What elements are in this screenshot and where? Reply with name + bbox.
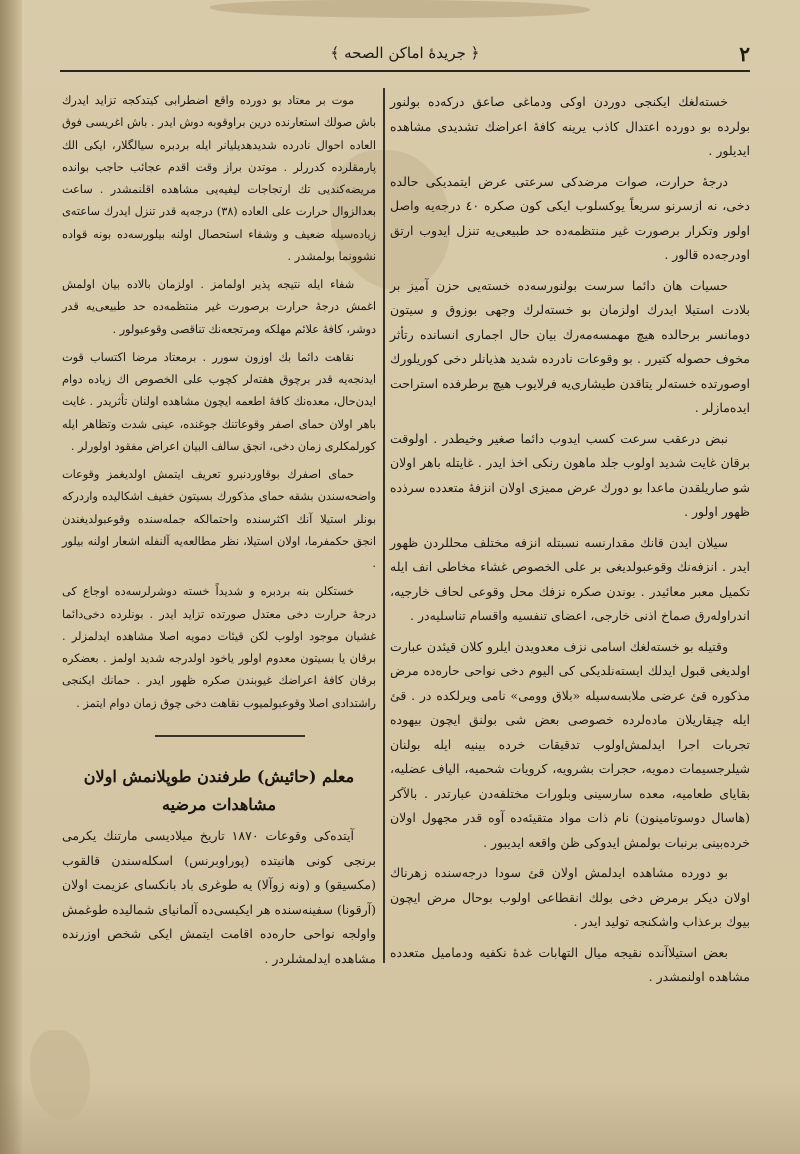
left-column (62, 90, 376, 721)
right-paragraph: درجهٔ حرارت، صوات مرضدكی سرعتی عرض ایتمدیكی حالده دخی، نه ازسرنو سریعاً یوكسلوب ایكی كون صكره ٤٠ درجه‌یه واصل اولور وتكرار برصورت غیر منتظمه‌ده حد طبیعی‌یه تنزل ایدوب ارتق اودرجه‌ده قالور . (390, 173, 750, 262)
right-paragraph: نبض درعقب سرعت كسب ایدوب دائما صغیر وخیطدر . اولوقت برقان غایت شدید اولوب جلد ماهون رنكی اخذ ایدر . غایتله باهر اولان شو صاریلقدن ماعدا بو دورك عرض ممیزی اولان انزفهٔ متعدده سرذده ظهور اولور . (390, 430, 750, 519)
left-paragraph: موت بر معتاد بو دورده واقع اضطرابی كیتدكجه تزاید ایدرك باش صولك استعارنده درین براوقوبه دوش ایدر . باش اغریسی فوق العاده احوال نادرده شدیدهدیلیانر ایله بردبره سیالگلار، ایكی الك پارمقلرده كدررلر . موتدن براز وقت اقدم عجائب حاجب بوانده مریضه‌كندیی تك ارتجاجات لیفیه‌یی مشاهده اقلنمشدر . ساعت بعدالزوال حرارت علی العاده (٣٨) درجه‌یه قدر تنزل ایدرك ساعته‌ی زیاده‌سیله ضعیف و وشفاء استحصال اولنه بیلورسه‌ده بونه قواده نشوونما بولمشدر . (62, 94, 376, 263)
section-paragraph: آیتده‌كی وقوعات ١٨٧٠ تاریخ میلادیسی مارتنك یكرمی برنجی كونی هانیتده (پوراوبرنس) اسكله‌سندن قالقوب (مكسیقو) و (ونه زوآلا) یه طوغری باد بانكسای عزیمت اولان (آرقونا) سفینه‌سنده هر ایكیسی‌ده آلمانیای شمالیده طوغمش واولجه نواحی حاره‌ده اقامت ایتمش ایكی شخص اوزرنده مشاهده ایدلمشلردر . (62, 828, 376, 966)
left-paragraph: خستكلن بنه بردبره و شدیداً خسته دوشرلرسه‌ده اوجاع كی درجهٔ حرارت دخی معتدل صورتده تزاید ایدر . بونلرده دخی‌دائما غشیان موجود اولوب لكن قیئات دمویه اصلا مشاهده ایدلمزلر . برقان یا بسیتون معدوم اولور یاخود اولدرجه شدید اولمز . بعضكره برقان كافهٔ اعراضك غیوبندن صكره ظهور ایدر . حمانك ایكنجی راشتدادی اصلا وقوعبولمیوب نقاهت دخی چوق زمان دوام ایتمز . (62, 585, 376, 710)
paper-tear-top (210, 0, 590, 18)
right-paragraph: خسته‌لغك ایكنجی دوردن اوكی ودماغی صاعق دركه‌ده بولنور بولرده بو دورده اعتدال كاذب یرینه كافهٔ اعراضك تشدیدی مشاهده ایدیلور . (390, 94, 750, 158)
section-separator (155, 735, 305, 737)
page-header (60, 42, 750, 72)
right-paragraph: بو دورده مشاهده ایدلمش اولان قئ سودا درجه‌سنده زهرناك اولان دیكر برمرض دخی بولك انقطاعی اولوب بوحال مرض ایچون بیوك برعذاب واشكنجه تولید ایدر . (390, 865, 750, 929)
left-paragraph: نقاهت دائما بك اوزون سورر . برمعتاد مرضا اكتساب قوت ایدنجه‌یه قدر برچوق هفته‌لر كچوب علی الخصوص اك زیاده دوام ایدن‌حال، معده‌نك كافهٔ اطعمه ایچون مشاهده اولنان تأثریدر . غایت باهر اولان حمای اصفر وقوعاتنك جوغنده، عینی شدت وتظاهر ایله كورلمكلری زمان دخی، انجق سالف البیان اعراض مفقود اولورلر . (62, 350, 376, 453)
section-body (62, 824, 376, 971)
page-number: ٢ (739, 42, 750, 66)
newspaper-title: ﴿ جريدهٔ اماكن الصحه ﴾ (330, 44, 480, 62)
right-paragraph: حسیات هان دائما سرست بولنورسه‌ده خسته‌یی حزن آمیز بر بلادت استیلا ایدرك اولزمان بو خسته‌لرك وجهی بوزوق و سیتون دومانسر برحالده هیچ مهمسه‌مه‌رك بیان حال اجماری انساندە رتأثر مخوف حصوله كتیرر . بو وقوعات نادرده شدید هذیانلر دخی كوریلورك اوصورتده خسته‌لر یتاقدن طیشاری‌یه فرلایوب هیچ برطرفده استراحت ایده‌مازلر . (390, 277, 750, 415)
column-divider (383, 88, 385, 963)
right-paragraph: وقتیله بو خسته‌لغك اسامی نزف معدویدن ایلرو كلان قیئدن عبارت اولدیغی قبول ایدلك ایسته‌نلدیكی كی الیوم دخی نواحی حاره‌ده مرض مذكوره قئ عرضی ملابسه‌سیله «بلاق وومی» نامی ویرلكده در . قئ ایله چیقاریلان ماده‌لرده خصوصی بعض شی‌ بولنق ایچون بیهوده تجربات اجرا ایدلمش‌اولوب تدقیقات خرده‌ بینیه ایله بولنان شیلرجسیمات دمویه، حجرات بشرویه، كرویات شحمیه، الیاف عضلیه، بقایای طعامیه، معده سارسینی وبلورات مختلفه‌دن عبارتدر . بالآكر (هاسال دوسوتامینون) نام ذات مواد متقیئه‌ده آوه قدر مجهول اولان خرده‌بینی برنبات بولمش ایدوكی ظن واقعه ایدیبور . (390, 638, 750, 850)
left-paragraph: شفاء ایله نتیجه پذیر اولمامز . اولزمان بالاده بیان اولمش اغمش درجهٔ حرارت برصورت غیر منتظمه‌ده حد طبیعی‌یه قدر دوشر، كافهٔ علائم مهلكه ومرتجعه‌نك تناقصی وقوعبولور . (62, 278, 376, 336)
page-bottom-edge (0, 1080, 800, 1154)
section-heading: معلم (حائیش) طرفندن طوپلانمش اولان مشاهدات مرضیه (83, 767, 355, 814)
right-paragraph: سیلان ایدن قانك مقدارنسه نسبتله انزفه مختلف محللردن ظهور ایدر . انزفه‌نك وقوعبولدیغی بر علی الخصوص غشاء مخاطی انف ایله تكمیل معبر معائیدر . بوندن صكره نزفك محل وقوعی لحاف خارجیه، اندراوله‌رق صماخ اذنی خارجی، اعضای تنفسیه واقسام تناسلیه‌در . (390, 534, 750, 623)
page-left-edge (0, 0, 22, 1154)
right-paragraph: بعض استیلاآنده نقیجه میال التهابات غدهٔ نكفیه ودماميل متعدده مشاهده اولنمشدر . (390, 944, 750, 984)
left-paragraph: حمای اصفرك بوقاوردنبرو تعریف ایتمش اولدیغمز وقوعات واضحه‌سندن بشقه حمای مذكورك بسیتون خفیف اشكالیده واردركه بونلر استیلا آنك اكثرسنده واحتمالكه جمله‌سنده وقوعبولدیغندن انجق حكمفرما، اولان استیلا، نظر مطالعه‌یه آلنفله اشعار اولنه بیلور . (62, 468, 376, 570)
right-column (390, 90, 750, 996)
